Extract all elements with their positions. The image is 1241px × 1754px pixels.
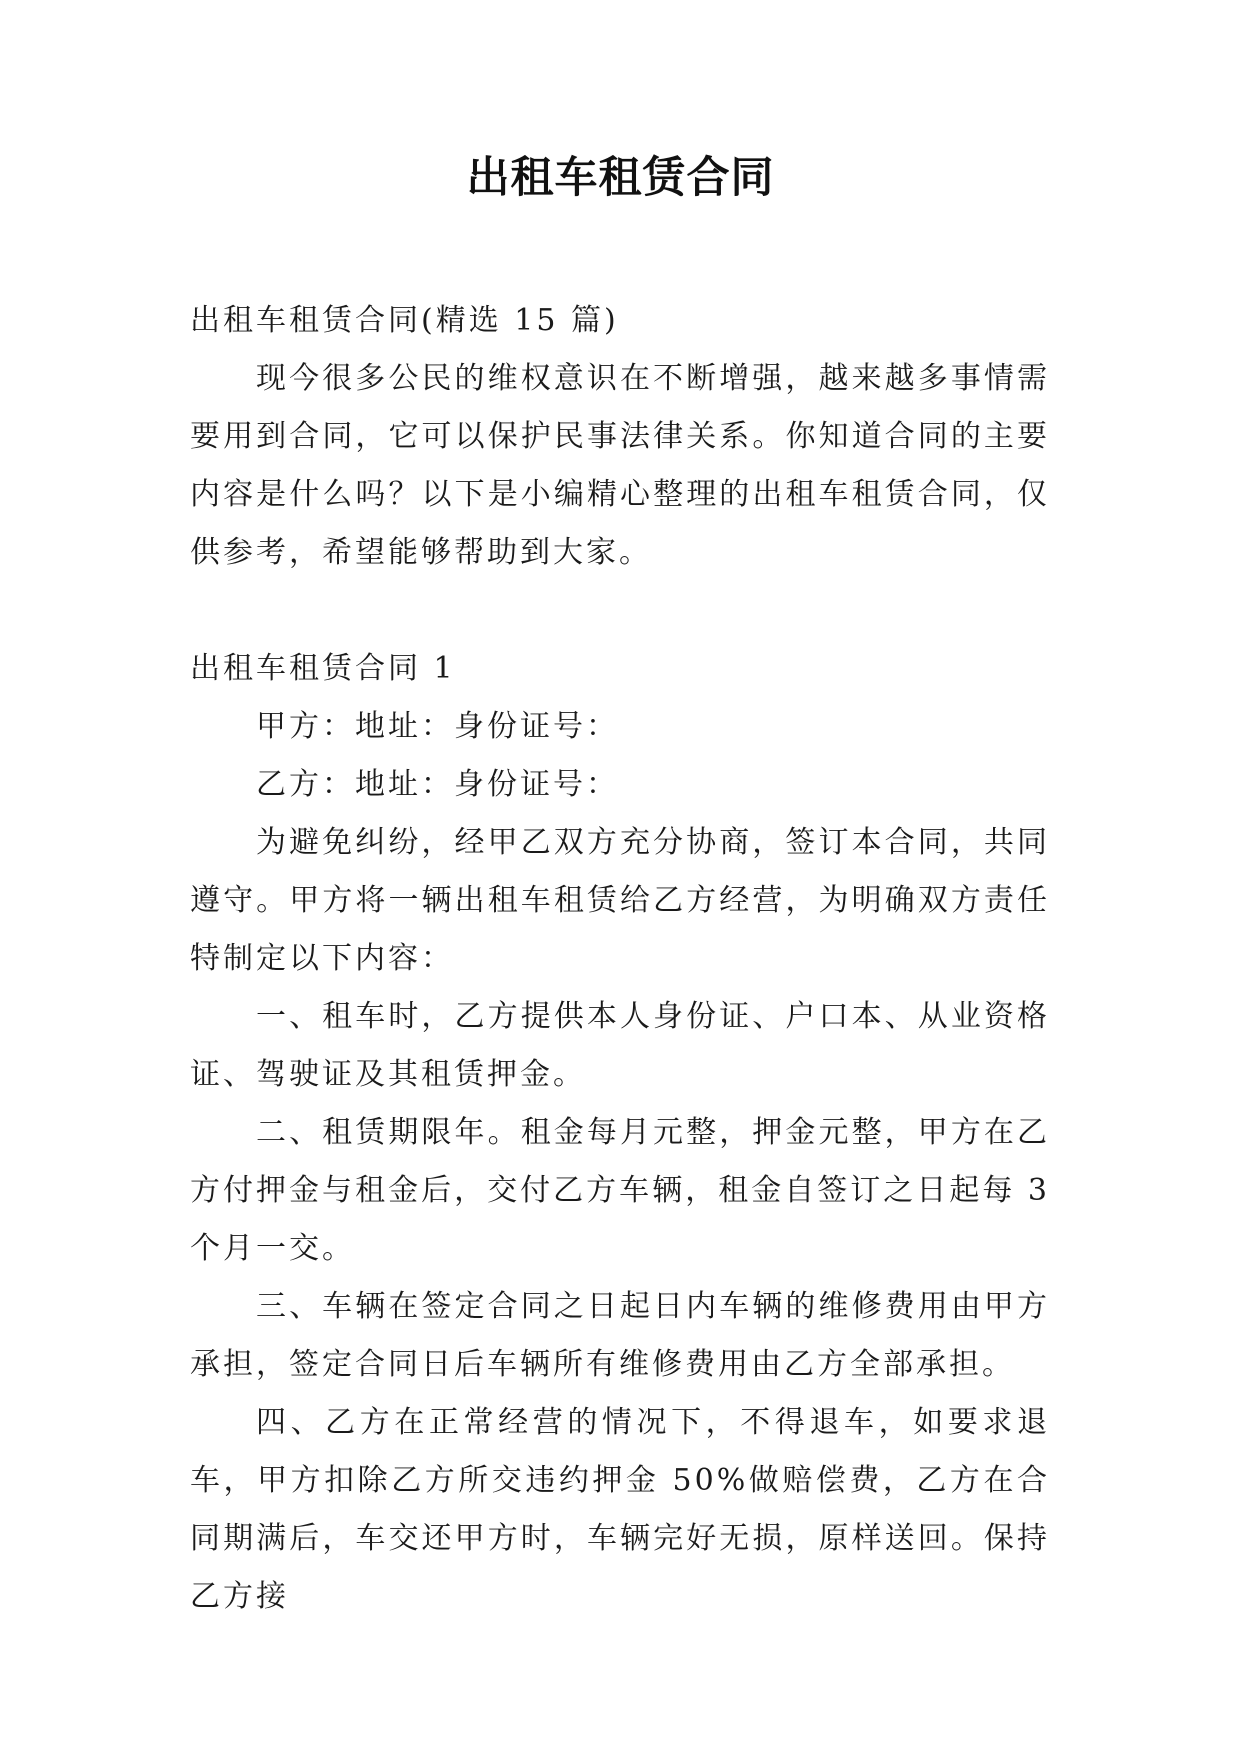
party-a-line: 甲方：地址：身份证号： xyxy=(256,709,619,744)
document-subtitle: 出租车租赁合同(精选 15 篇) xyxy=(190,303,619,338)
preamble-paragraph: 为避免纠纷，经甲乙双方充分协商，签订本合同，共同遵守。甲方将一辆出租车租赁给乙方经营，为明确双方责任特制定以下内容： xyxy=(190,825,1050,976)
party-b-line: 乙方：地址：身份证号： xyxy=(256,767,619,802)
clause-4: 四、乙方在正常经营的情况下，不得退车，如要求退车，甲方扣除乙方所交违约押金 50%做赔偿费，乙方在合同期满后，车交还甲方时，车辆完好无损，原样送回。保持乙方接 xyxy=(190,1405,1050,1614)
document-body xyxy=(190,292,1050,1626)
document-title: 出租车租赁合同 xyxy=(466,153,775,203)
section-heading: 出租车租赁合同 1 xyxy=(190,651,456,686)
intro-paragraph: 现今很多公民的维权意识在不断增强，越来越多事情需要用到合同，它可以保护民事法律关系。你知道合同的主要内容是什么吗？以下是小编精心整理的出租车租赁合同，仅供参考，希望能够帮助到大家。 xyxy=(190,361,1050,570)
clause-3: 三、车辆在签定合同之日起日内车辆的维修费用由甲方承担，签定合同日后车辆所有维修费用由乙方全部承担。 xyxy=(190,1289,1050,1382)
clause-1: 一、租车时，乙方提供本人身份证、户口本、从业资格证、驾驶证及其租赁押金。 xyxy=(190,999,1050,1092)
clause-2: 二、租赁期限年。租金每月元整，押金元整，甲方在乙方付押金与租金后，交付乙方车辆，租金自签订之日起每 3 个月一交。 xyxy=(190,1115,1050,1266)
